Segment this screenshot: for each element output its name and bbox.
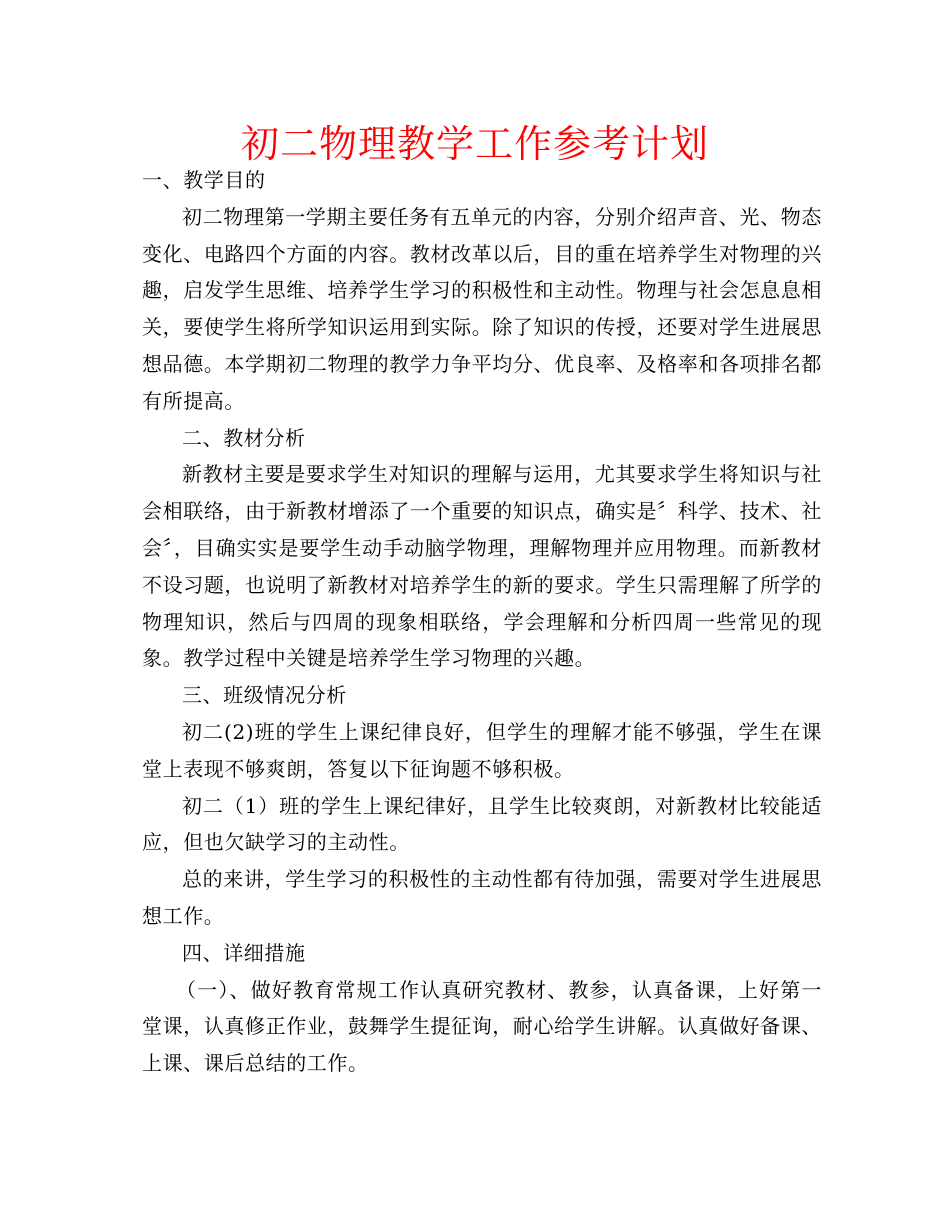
paragraph-class-1: 初二（1）班的学生上课纪律好，且学生比较爽朗，对新教材比较能适应，但也欠缺学习的主动性。 [142, 793, 822, 855]
heading-class-analysis: 三、班级情况分析 [182, 683, 347, 708]
paragraph-summary: 总的来讲，学生学习的积极性的主动性都有待加强，需要对学生进展思想工作。 [142, 867, 822, 928]
document-body [142, 162, 822, 1082]
document-title: 初二物理教学工作参考计划 [240, 122, 709, 166]
paragraph-teaching-goals: 初二物理第一学期主要任务有五单元的内容，分别介绍声音、光、物态变化、电路四个方面的内容。教材改革以后，目的重在培养学生对物理的兴趣，启发学生思维、培养学生学习的积极性和主动性。物理与社会怎息息相关，要使学生将所学知识运用到实际。除了知识的传授，还要对学生进展思想品德。本学期初二物理的教学力争平均分、优良率、及格率和各项排名都有所提高。 [142, 204, 822, 413]
paragraph-measures-1: （一）、做好教育常规工作认真研究教材、教参，认真备课，上好第一堂课，认真修正作业，鼓舞学生提征询，耐心给学生讲解。认真做好备课、上课、课后总结的工作。 [142, 977, 822, 1076]
heading-teaching-goals: 一、教学目的 [142, 168, 266, 192]
heading-measures: 四、详细措施 [182, 940, 306, 965]
paragraph-class-2: 初二(2)班的学生上课纪律良好，但学生的理解才能不够强，学生在课堂上表现不够爽朗，答复以下征询题不够积极。 [142, 719, 822, 781]
paragraph-textbook-analysis: 新教材主要是要求学生对知识的理解与运用，尤其要求学生将知识与社会相联络，由于新教材增添了一个重要的知识点，确实是〞科学、技术、社会〞，目确实实是要学生动手动脑学物理，理解物理并应用物理。而新教材不设习题，也说明了新教材对培养学生的新的要求。学生只需理解了所学的物理知识，然后与四周的现象相联络，学会理解和分析四周一些常见的现象。教学过程中关键是培养学生学习物理的兴趣。 [142, 462, 822, 671]
heading-textbook-analysis: 二、教材分析 [182, 425, 306, 450]
